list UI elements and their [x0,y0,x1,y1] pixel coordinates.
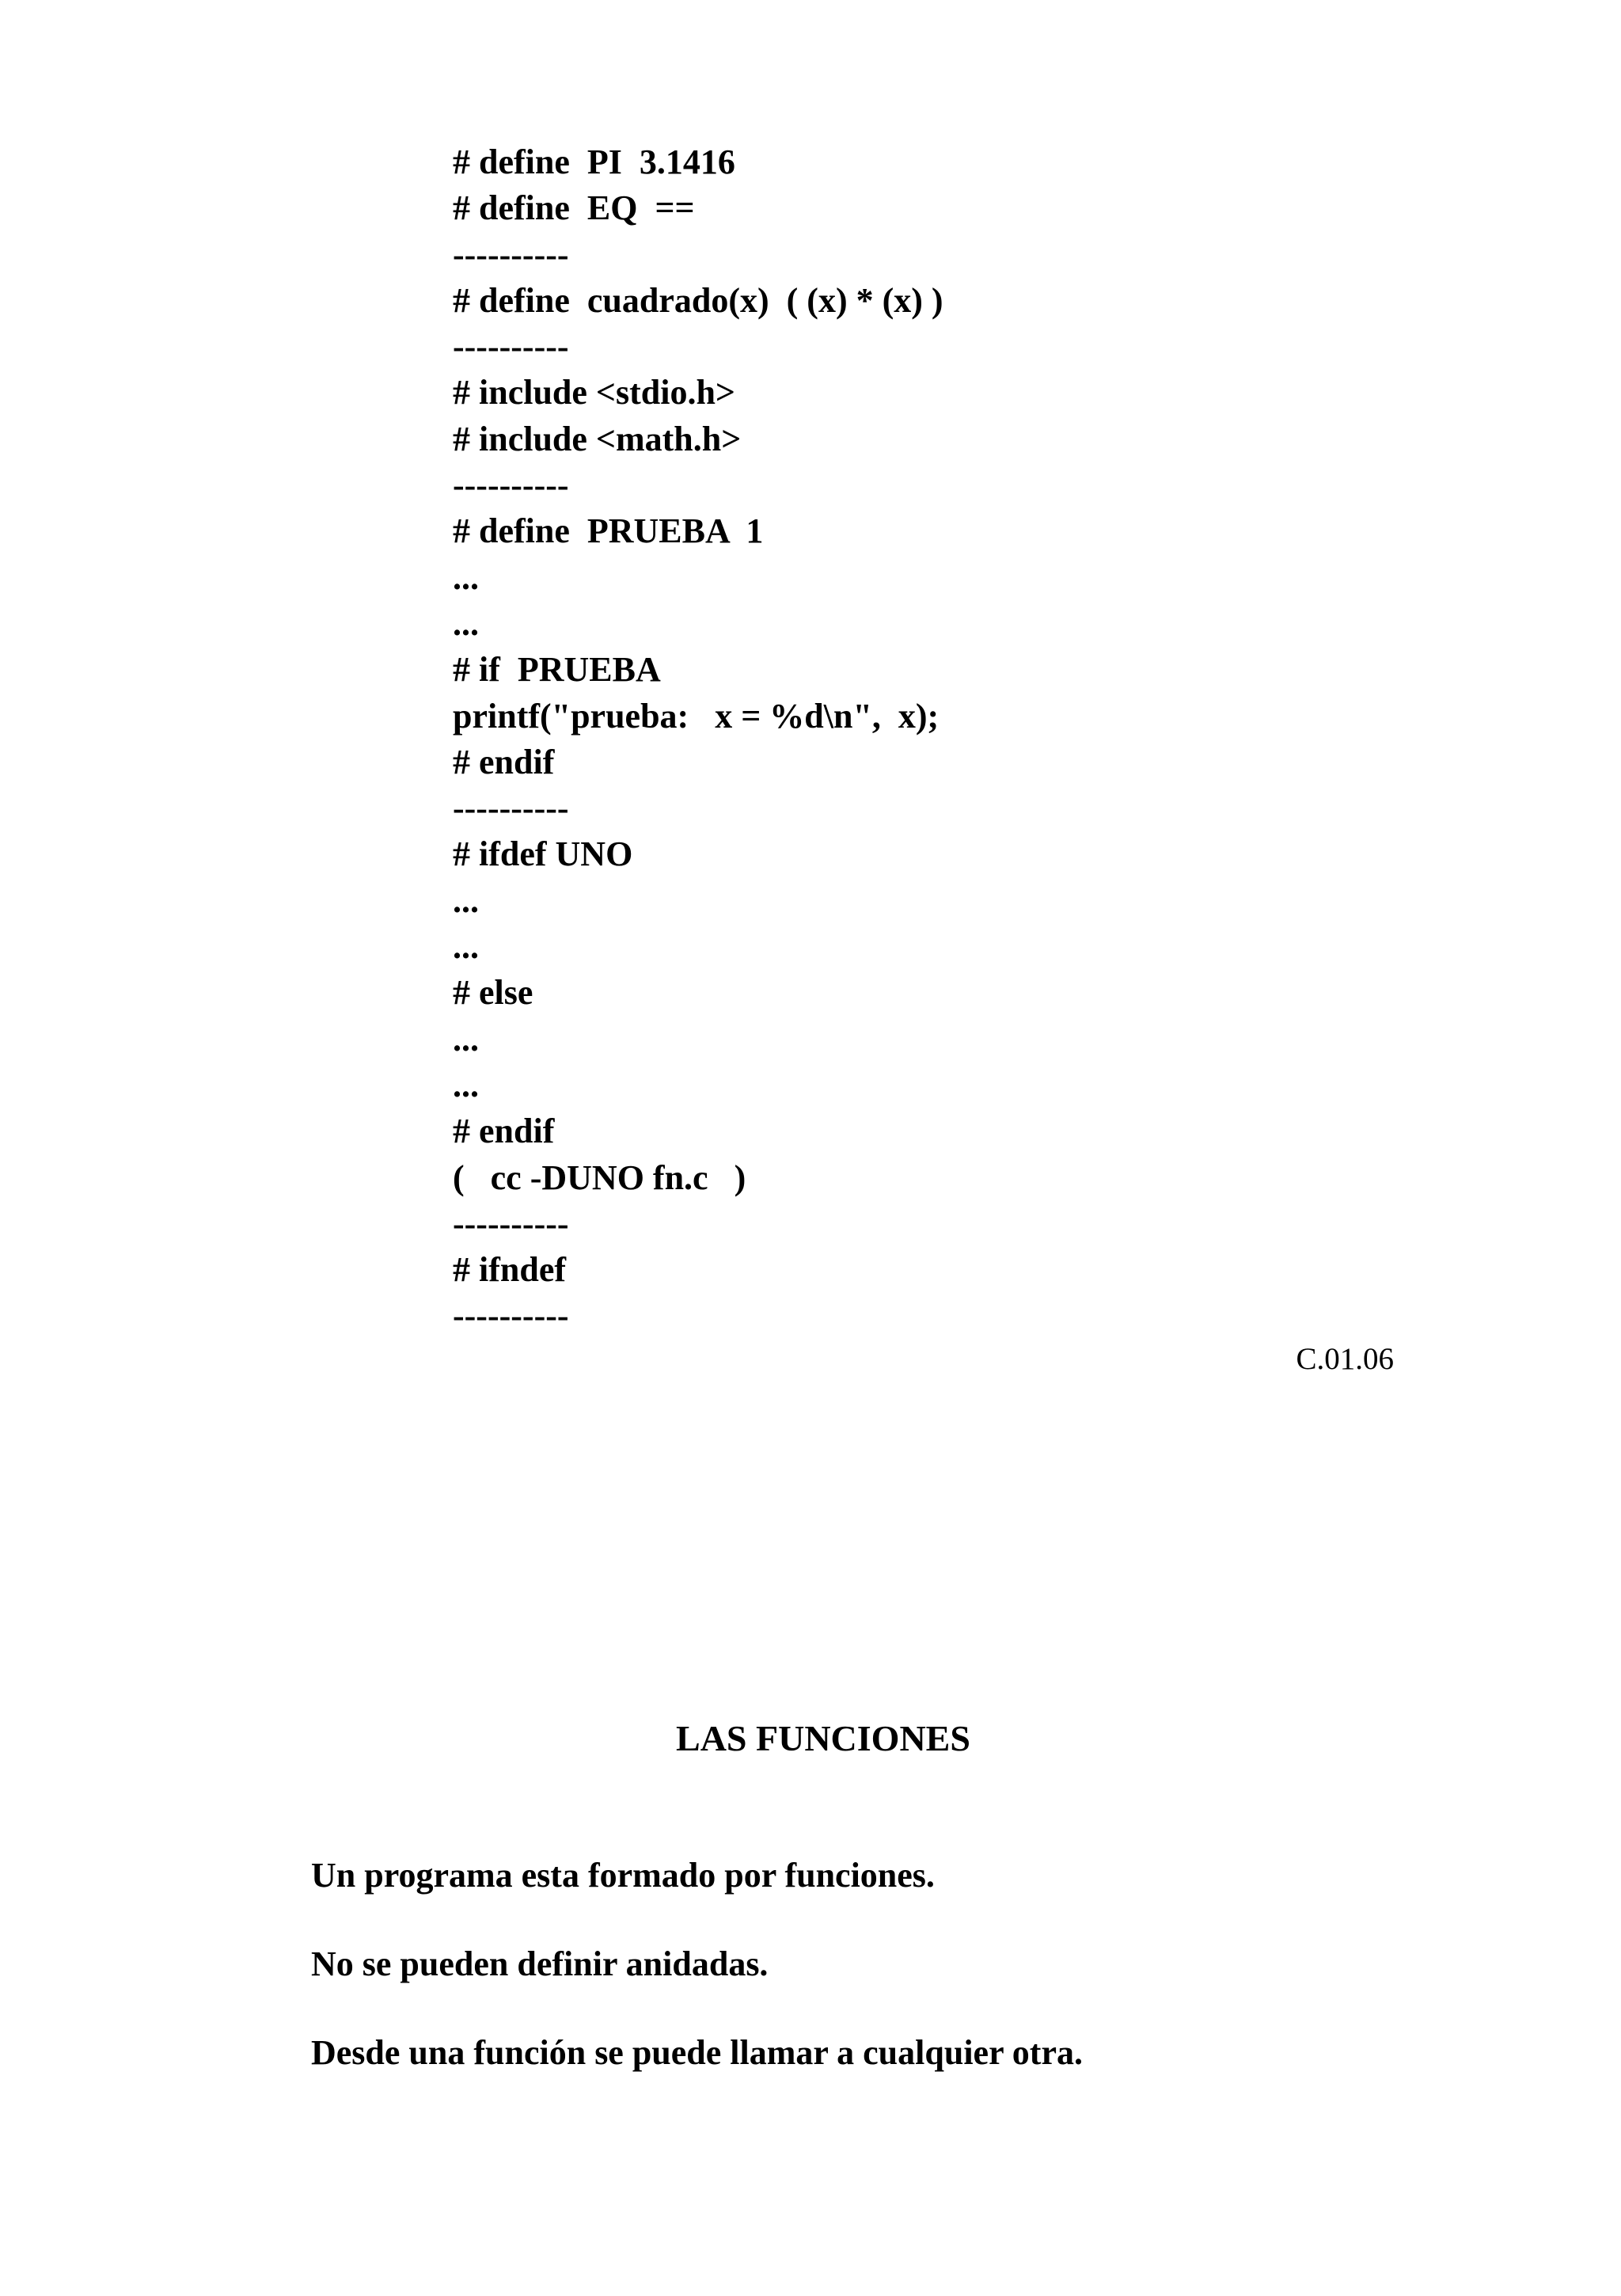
code-line: ---------- [453,327,569,367]
code-line: ... [453,603,479,643]
code-line: ... [453,557,479,597]
code-line: ... [453,927,479,967]
code-line: # define cuadrado(x) ( (x) * (x) ) [453,280,943,320]
body-text [311,1853,1083,2119]
code-line: # else [453,973,533,1013]
code-line: ... [453,880,479,920]
code-line: # define PRUEBA 1 [453,511,764,551]
code-listing [453,139,943,1340]
code-line: # ifdef UNO [453,834,633,874]
code-line: ... [453,1019,479,1059]
code-line: printf("prueba: x = %d\n", x); [453,696,940,736]
paragraph: Un programa esta formado por funciones. [311,1856,935,1895]
code-line: # endif [453,742,555,781]
code-line: # define EQ == [453,188,695,228]
code-line: # ifndef [453,1250,566,1290]
code-line: # include <math.h> [453,419,742,458]
code-line: ( cc -DUNO fn.c ) [453,1158,746,1197]
code-line: ---------- [453,1296,569,1336]
paragraph: No se pueden definir anidadas. [311,1944,769,1983]
code-line: ---------- [453,1203,569,1243]
page-reference: C.01.06 [1296,1342,1394,1376]
code-line: # define PI 3.1416 [453,143,735,181]
code-line: ---------- [453,234,569,274]
code-line: # include <stdio.h> [453,373,736,412]
code-line: # if PRUEBA [453,650,661,690]
code-line: # endif [453,1112,555,1151]
code-line: ... [453,1065,479,1104]
code-line: ---------- [453,789,569,828]
code-line: ---------- [453,466,569,505]
section-title: LAS FUNCIONES [676,1718,970,1758]
paragraph: Desde una función se puede llamar a cualquier otra. [311,2033,1083,2072]
